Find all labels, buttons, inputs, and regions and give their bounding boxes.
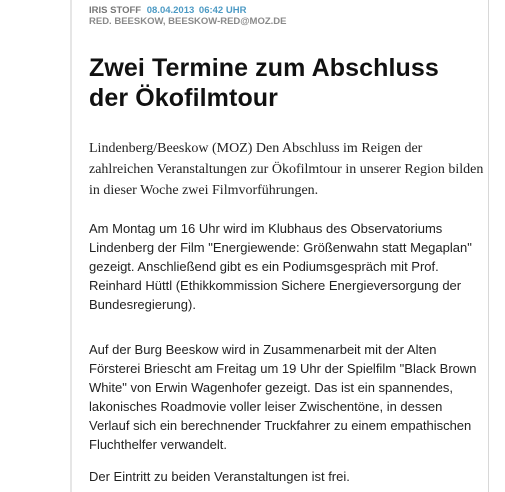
publish-time: 06:42 UHR	[198, 5, 247, 16]
left-border-rule	[70, 0, 72, 492]
article-paragraph: Der Eintritt zu beiden Veranstaltungen ist frei.	[89, 469, 350, 484]
article-byline	[89, 5, 479, 27]
article-title-line-1: Zwei Termine zum Abschluss	[89, 54, 439, 82]
article-title-line-2: der Ökofilmtour	[89, 84, 279, 112]
article-lead: Lindenberg/Beeskow (MOZ) Den Abschluss im Reigen der zahlreichen Veranstaltungen zur Ökofilmtour in unserer Region bilden in dieser Woche zwei Filmvorführungen.	[89, 141, 484, 198]
publish-date: 08.04.2013	[146, 5, 195, 16]
right-border-rule	[488, 0, 489, 492]
byline-author-date	[89, 5, 479, 16]
article-paragraph: Auf der Burg Beeskow wird in Zusammenarbeit mit der Alten Försterei Briescht am Freitag um 19 Uhr der Spielfilm "Black Brown White" von Erwin Wagenhofer gezeigt. Das ist ein spannendes, lakonisches Roadmovie voller leiser Zwischentöne, in dessen Verlauf sich ein berechnender Truckfahrer zu einem empathischen Fluchthelfer verwandelt.	[89, 342, 477, 452]
editorial-credit: RED. BEESKOW, BEESKOW-RED@MOZ.DE	[89, 16, 287, 27]
article-paragraph: Am Montag um 16 Uhr wird im Klubhaus des Observatoriums Lindenberg der Film "Energiewende: Größenwahn statt Megaplan" gezeigt. Anschließend gibt es ein Podiumsgespräch mit Prof. Reinhard Hüttl (Ethikkommission Sichere Energieversorgung der Bundesregierung).	[89, 221, 472, 312]
author-name: IRIS STOFF	[89, 5, 142, 16]
article-title	[89, 53, 484, 113]
